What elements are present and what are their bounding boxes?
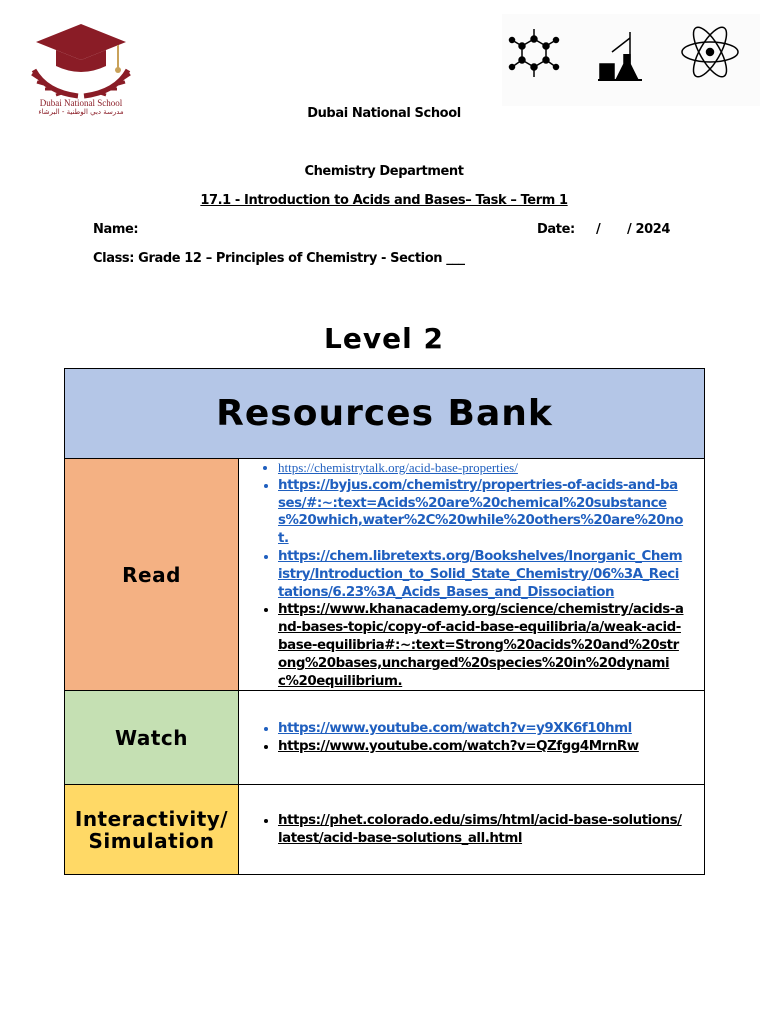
graduation-cap-icon <box>26 20 136 100</box>
school-logo <box>26 20 136 120</box>
date-year: / 2024 <box>627 222 671 237</box>
watch-link-2[interactable]: • https://www.youtube.com/watch?v=QZfgg4MrnRw <box>278 738 684 756</box>
watch-category: Watch <box>65 691 239 785</box>
read-link-1[interactable]: • https://chemistrytalk.org/acid-base-properties/ <box>278 459 684 477</box>
read-link-2-period: . <box>283 531 289 547</box>
read-link-3[interactable]: • https://chem.libretexts.org/Bookshelves/Inorganic_Chemistry/Introduction_to_Solid_State_Chemistry/06%3A_Recitations/6.23%3A_Acids_Bases_and_Dissociation <box>278 548 684 601</box>
date-label: Date: <box>537 222 575 237</box>
watch-link-1[interactable]: • https://www.youtube.com/watch?v=y9XK6f10hml <box>278 720 684 738</box>
read-link-4[interactable]: • https://www.khanacademy.org/science/chemistry/acids-and-bases-topic/copy-of-acid-base-equilibria/a/weak-acid-base-equilibria#:~:text=Strong%20acids%20and%20strong%20bases,uncharged%20species%20in%20dynamic%20equilibrium. <box>278 601 684 690</box>
logo-school-name: Dubai National School <box>39 98 123 108</box>
simulation-category <box>65 785 239 875</box>
chemistry-icons-banner <box>502 14 760 106</box>
level-heading: Level 2 <box>324 322 444 355</box>
molecule-icon <box>510 29 559 77</box>
simulation-label-line-2: Simulation <box>88 828 215 853</box>
read-category: Read <box>65 459 239 691</box>
task-title: 17.1 - Introduction to Acids and Bases– Task – Term 1 <box>200 193 568 208</box>
resources-table <box>64 368 705 875</box>
resources-title: Resources Bank <box>65 369 705 459</box>
simulation-links-cell <box>239 785 705 875</box>
school-name: Dubai National School <box>307 106 461 121</box>
watch-links-cell <box>239 691 705 785</box>
lab-glassware-icon <box>598 32 642 80</box>
atom-icon <box>682 23 738 81</box>
read-links-cell <box>239 459 705 691</box>
department-name: Chemistry Department <box>304 164 464 179</box>
logo-arabic-name: مدرسة دبي الوطنية - البرشاء <box>38 108 124 116</box>
class-line: Class: Grade 12 – Principles of Chemistry - Section ___ <box>93 251 465 266</box>
simulation-label-line-1: Interactivity/ <box>74 806 229 831</box>
read-link-2[interactable]: • https://byjus.com/chemistry/propertries-of-acids-and-bases/#:~:text=Acids%20are%20chemical%20substances%20which,water%2C%20while%20others%20are%20not. <box>278 477 684 548</box>
simulation-link-1[interactable]: • https://phet.colorado.edu/sims/html/acid-base-solutions/latest/acid-base-solutions_all.html <box>278 812 684 848</box>
name-label: Name: <box>93 222 139 237</box>
date-separator: / <box>596 222 601 237</box>
